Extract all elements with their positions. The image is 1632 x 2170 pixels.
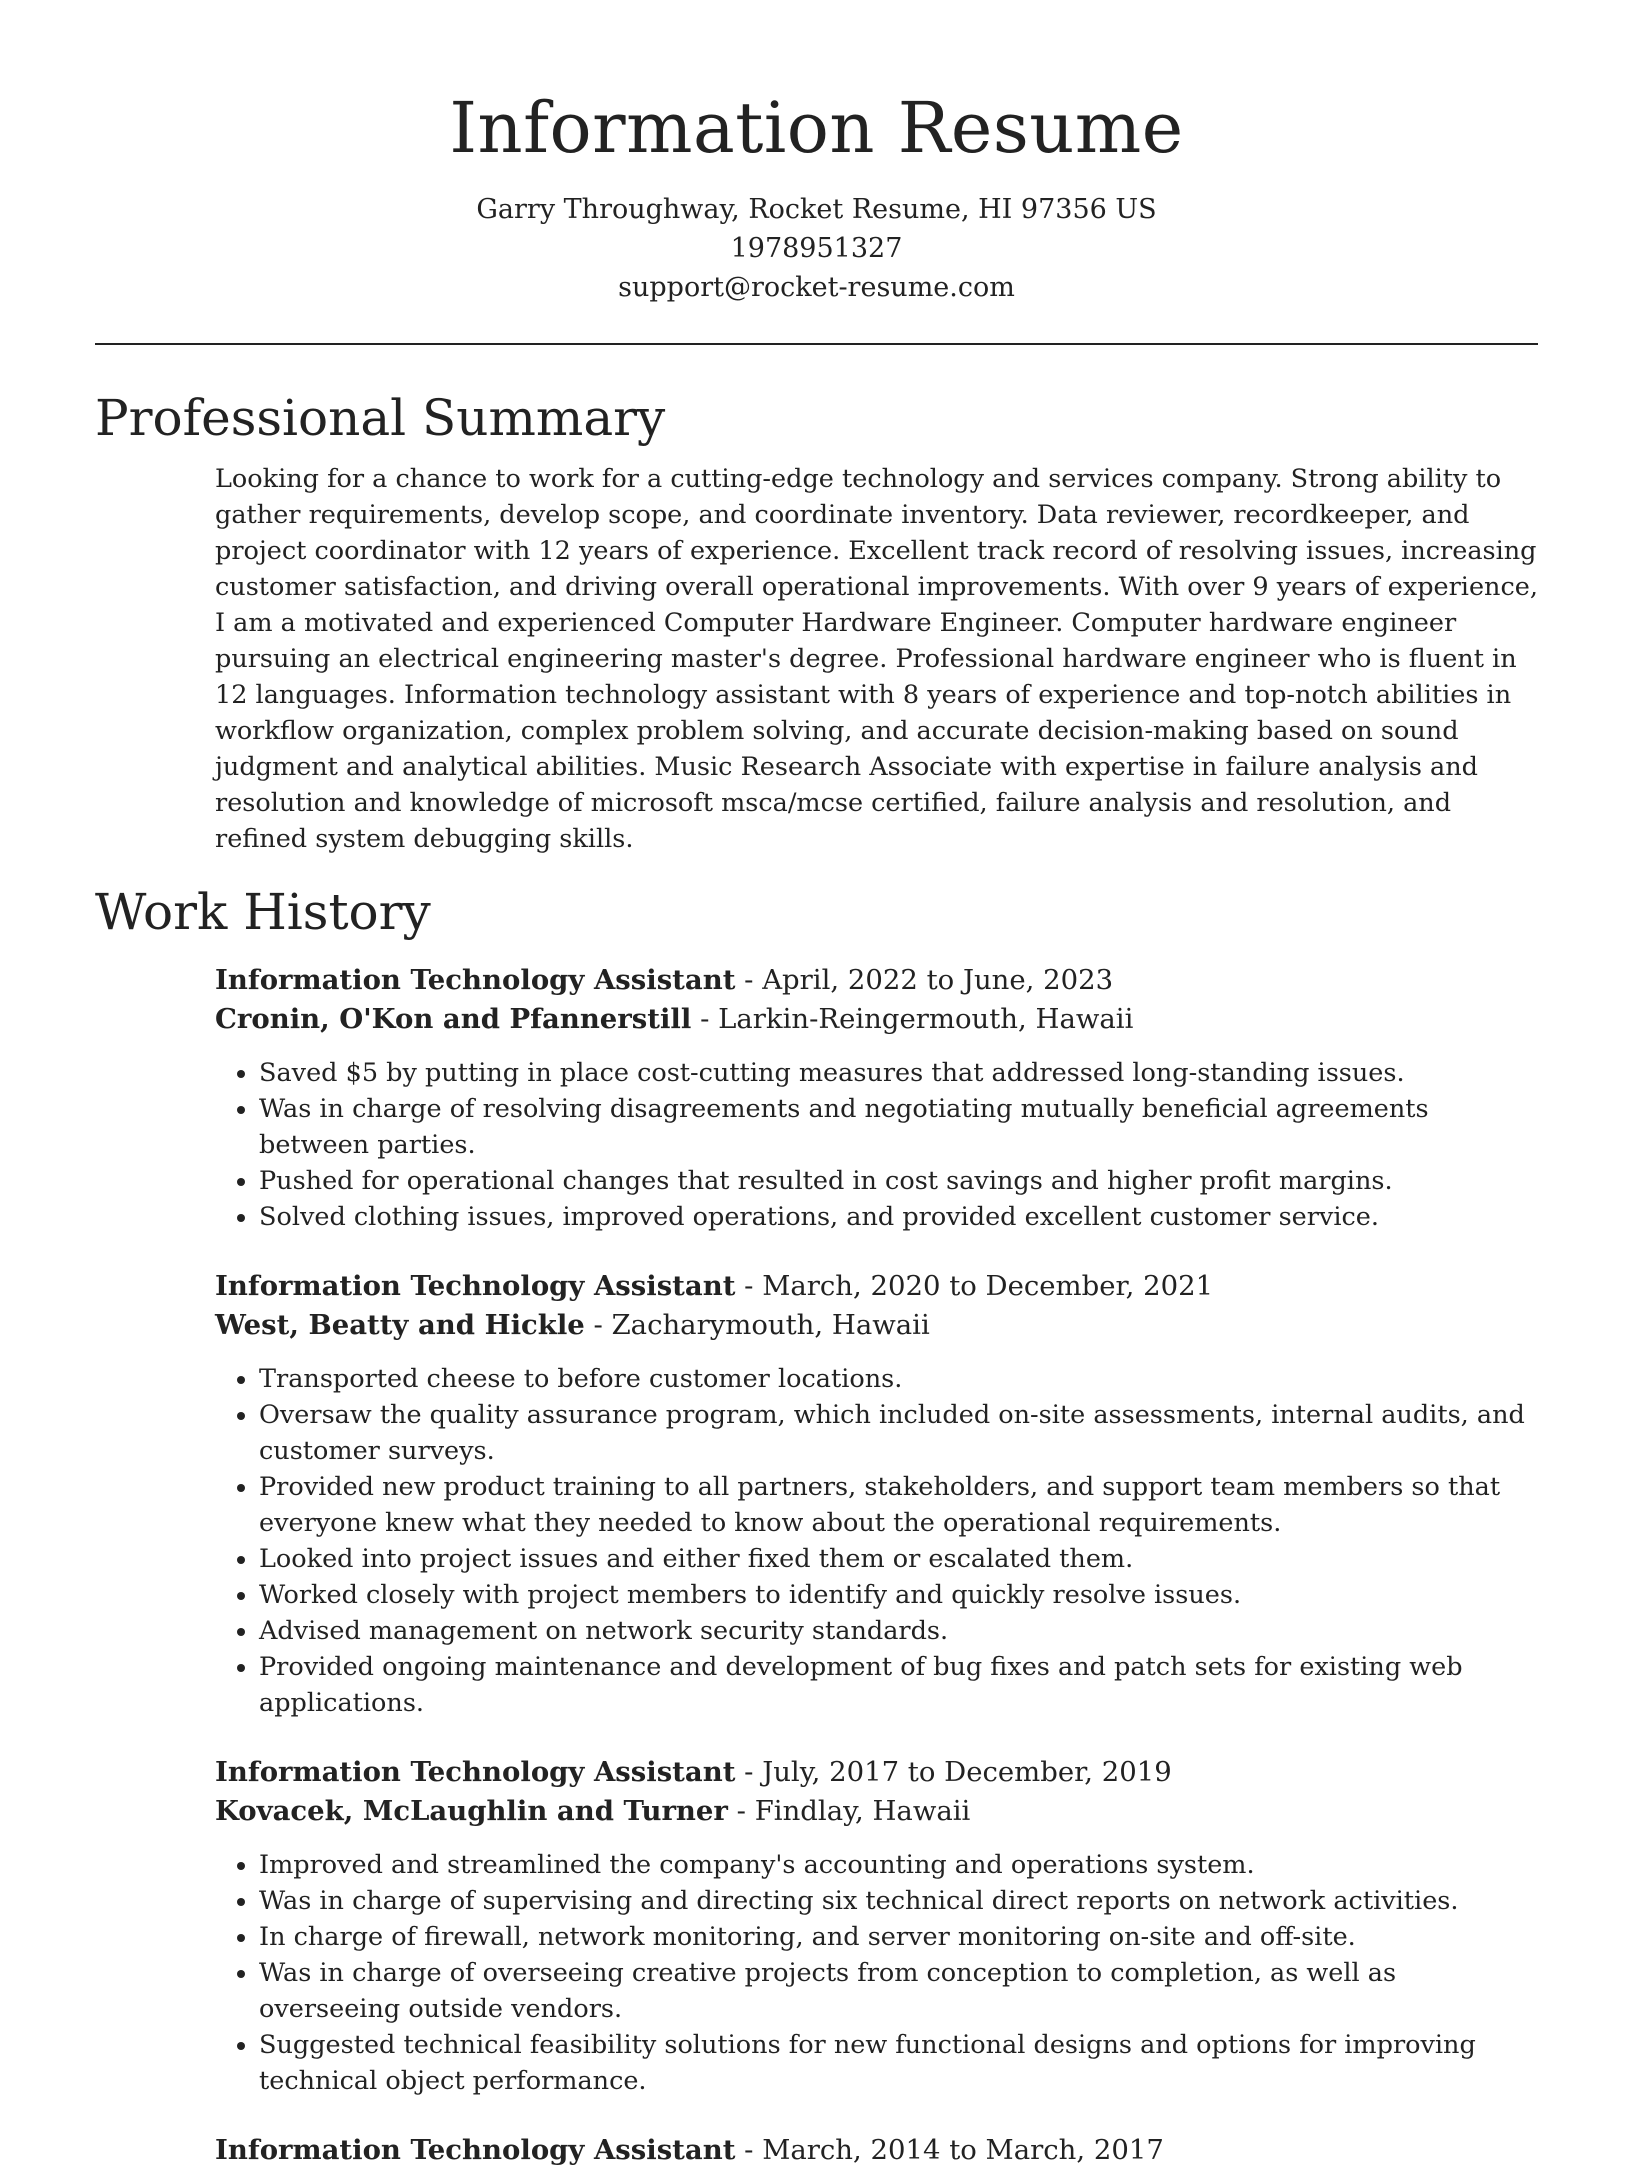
job-bullets (215, 1055, 1538, 1235)
resume-header (95, 0, 1538, 307)
summary-text: Looking for a chance to work for a cutting-edge technology and services company. Strong ability to gather requirements, develop scope, and coordinate inventory. Data reviewer, recordkeeper, and project coordinator with 12 years of experience. Excellent track record of resolving issues, increasing customer satisfaction, and driving overall operational improvements. With over 9 years of experience, I am a motivated and experienced Computer Hardware Engineer. Computer hardware engineer pursuing an electrical engineering master's degree. Professional hardware engineer who is fluent in 12 languages. Information technology assistant with 8 years of experience and top-notch abilities in workflow organization, complex problem solving, and accurate decision-making based on sound judgment and analytical abilities. Music Research Associate with expertise in failure analysis and resolution and knowledge of microsoft msca/mcse certified, failure analysis and resolution, and refined system debugging skills. (215, 464, 1538, 854)
job-entry (215, 961, 1538, 1235)
job-bullet: • Saved $5 by putting in place cost-cutting measures that addressed long-standing issues. (259, 1055, 1538, 1091)
job-dates: March, 2020 to December, 2021 (762, 1270, 1214, 1302)
job-bullet: • Was in charge of overseeing creative projects from conception to completion, as well as overseeing outside vendors. (259, 1955, 1538, 2027)
job-company: Kovacek, McLaughlin and Turner (215, 1795, 728, 1827)
job-dates: April, 2022 to June, 2023 (762, 964, 1114, 996)
job-bullet: • In charge of firewall, network monitoring, and server monitoring on-site and off-site. (259, 1919, 1538, 1955)
job-role: Information Technology Assistant (215, 964, 736, 996)
job-title-line: Information Technology Assistant - April, 2022 to June, 2023 (215, 964, 1114, 996)
job-role: Information Technology Assistant (215, 2134, 736, 2166)
resume-title: Information Resume (449, 87, 1184, 169)
contact-address: Garry Throughway, Rocket Resume, HI 97356 US (476, 194, 1157, 225)
work-history-heading: Work History (95, 883, 431, 941)
contact-phone: 1978951327 (730, 233, 903, 264)
contact-email: support@rocket-resume.com (618, 272, 1015, 303)
job-location: Findlay, Hawaii (754, 1795, 971, 1827)
job-bullet: • Provided new product training to all partners, stakeholders, and support team members so that everyone knew what they needed to know about the operational requirements. (259, 1469, 1538, 1541)
job-bullet: • Was in charge of supervising and directing six technical direct reports on network activities. (259, 1883, 1538, 1919)
job-bullet: • Solved clothing issues, improved operations, and provided excellent customer service. (259, 1199, 1538, 1235)
job-title-line: Information Technology Assistant - March, 2020 to December, 2021 (215, 1270, 1214, 1302)
job-bullet: • Was in charge of resolving disagreements and negotiating mutually beneficial agreements between parties. (259, 1091, 1538, 1163)
job-bullet: • Oversaw the quality assurance program, which included on-site assessments, internal audits, and customer surveys. (259, 1397, 1538, 1469)
job-company: Cronin, O'Kon and Pfannerstill (215, 1003, 692, 1035)
job-location: Larkin-Reingermouth, Hawaii (718, 1003, 1134, 1035)
job-bullet: • Suggested technical feasibility solutions for new functional designs and options for improving technical object performance. (259, 2027, 1538, 2099)
job-title-line: Information Technology Assistant - July, 2017 to December, 2019 (215, 1756, 1172, 1788)
job-bullet: • Transported cheese to before customer locations. (259, 1361, 1538, 1397)
job-dates: July, 2017 to December, 2019 (762, 1756, 1172, 1788)
job-entry (215, 1267, 1538, 1721)
job-location: Zacharymouth, Hawaii (611, 1309, 930, 1341)
job-bullets (215, 1847, 1538, 2099)
header-divider (95, 343, 1538, 345)
job-company: West, Beatty and Hickle (215, 1309, 585, 1341)
job-bullet: • Improved and streamlined the company's accounting and operations system. (259, 1847, 1538, 1883)
contact-block (95, 190, 1538, 307)
job-company-line: Kovacek, McLaughlin and Turner - Findlay, Hawaii (215, 1795, 971, 1827)
job-bullets (215, 1361, 1538, 1721)
job-bullet: • Provided ongoing maintenance and development of bug fixes and patch sets for existing web applications. (259, 1649, 1538, 1721)
summary-heading: Professional Summary (95, 389, 666, 447)
job-title-line: Information Technology Assistant - March, 2014 to March, 2017 (215, 2134, 1164, 2166)
job-entry (215, 1753, 1538, 2099)
job-bullet: • Looked into project issues and either fixed them or escalated them. (259, 1541, 1538, 1577)
work-history-section (215, 961, 1538, 2170)
job-dates: March, 2014 to March, 2017 (762, 2134, 1164, 2166)
job-bullet: • Worked closely with project members to identify and quickly resolve issues. (259, 1577, 1538, 1613)
resume-page (95, 0, 1538, 2170)
job-role: Information Technology Assistant (215, 1756, 736, 1788)
job-role: Information Technology Assistant (215, 1270, 736, 1302)
summary-section (215, 461, 1538, 857)
job-entry (215, 2131, 1538, 2170)
job-company-line: Cronin, O'Kon and Pfannerstill - Larkin-Reingermouth, Hawaii (215, 1003, 1134, 1035)
job-bullet: • Advised management on network security standards. (259, 1613, 1538, 1649)
job-company-line: West, Beatty and Hickle - Zacharymouth, Hawaii (215, 1309, 930, 1341)
job-bullet: • Pushed for operational changes that resulted in cost savings and higher profit margins. (259, 1163, 1538, 1199)
